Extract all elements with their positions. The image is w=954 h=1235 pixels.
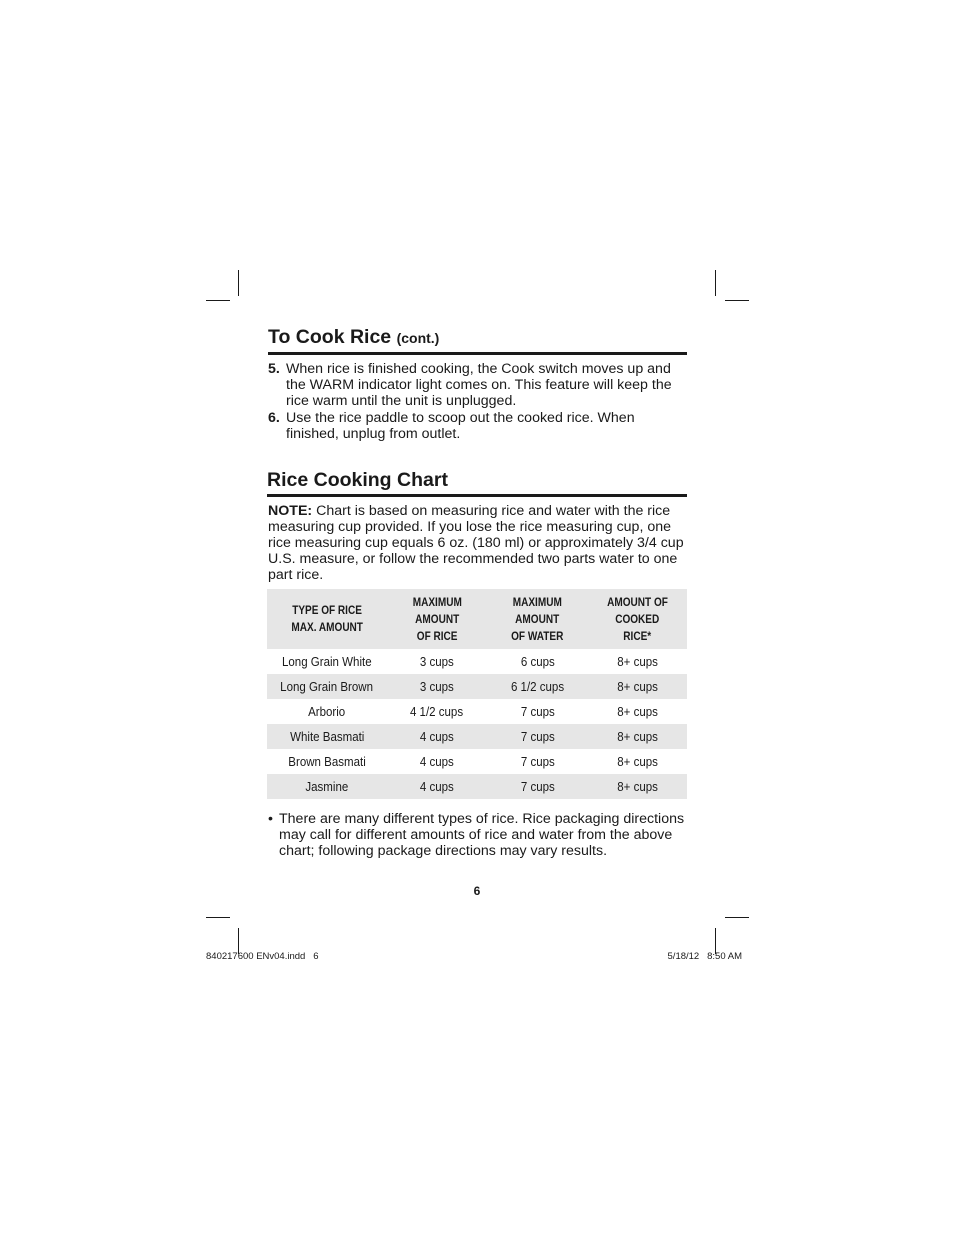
table-cell: Jasmine: [267, 774, 387, 799]
step-item: [268, 410, 688, 442]
table-cell: 3 cups: [387, 674, 487, 699]
table-cell: 6 cups: [520, 654, 555, 669]
footer-timestamp: 5/18/12 8:50 AM: [667, 951, 742, 962]
table-cell: 4 cups: [387, 724, 487, 749]
page-number: 6: [473, 884, 481, 898]
step-text: Use the rice paddle to scoop out the cooked rice. When finished, unplug from outlet.: [286, 410, 635, 442]
crop-mark: [206, 917, 230, 918]
table-cell: 4 1/2 cups: [410, 704, 464, 719]
bullet-text: There are many different types of rice. Rice packaging directions may call for different amounts of rice and water from the above chart; following package directions may vary results.: [279, 811, 685, 859]
table-row: [267, 749, 687, 774]
header-max-water: MAXIMUM AMOUNT OF WATER: [487, 589, 588, 649]
steps-list: [268, 361, 688, 443]
bullet-mark: •: [268, 811, 273, 827]
step-number: 5.: [268, 361, 280, 377]
table-cell: 7 cups: [487, 774, 588, 799]
crop-mark: [206, 300, 230, 301]
table-cell: 8+ cups: [588, 674, 687, 699]
table-row: [267, 674, 687, 699]
note-label: NOTE:: [268, 503, 313, 519]
crop-mark: [725, 917, 749, 918]
table-cell: Long Grain Brown: [267, 674, 387, 699]
table-cell: 8+ cups: [617, 654, 658, 669]
crop-mark: [238, 270, 239, 296]
table-cell: 8+ cups: [617, 704, 658, 719]
table-cell: Arborio: [308, 704, 346, 719]
header-cooked-rice: AMOUNT OF COOKED RICE*: [588, 589, 687, 649]
crop-mark: [715, 270, 716, 296]
step-number: 6.: [268, 410, 280, 426]
bullet-note: [268, 811, 688, 859]
crop-mark: [725, 300, 749, 301]
table-cell: 3 cups: [420, 654, 454, 669]
table-row: [267, 724, 687, 749]
table-row: [267, 774, 687, 799]
section-heading-to-cook-rice: [268, 326, 687, 355]
table-cell: 7 cups: [487, 724, 588, 749]
table-cell: 8+ cups: [617, 754, 658, 769]
chart-note: [268, 503, 688, 583]
table-header-row: [267, 589, 687, 649]
section-heading-rice-cooking-chart: [267, 469, 687, 497]
table-cell: 4 cups: [420, 754, 454, 769]
step-item: [268, 361, 688, 409]
table-cell: Long Grain White: [282, 654, 372, 669]
section-title: Rice Cooking Chart: [267, 469, 448, 491]
table-cell: 7 cups: [520, 704, 555, 719]
rice-cooking-table: [267, 589, 687, 799]
table-cell: 7 cups: [520, 754, 555, 769]
header-type-of-rice: TYPE OF RICE MAX. AMOUNT: [267, 589, 387, 649]
table-cell: White Basmati: [267, 724, 387, 749]
table-cell: 8+ cups: [588, 774, 687, 799]
table-cell: 6 1/2 cups: [487, 674, 588, 699]
footer-file-info: 840217600 ENv04.indd 6: [206, 951, 319, 962]
note-text: Chart is based on measuring rice and water with the rice measuring cup provided. If you lose the rice measuring cup, one rice measuring cup equals 6 oz. (180 ml) or approximately 3/4 cup U.S. measure, or follow the recommended two parts water to one part rice.: [268, 503, 684, 583]
table-row: [267, 649, 687, 674]
section-title: To Cook Rice: [268, 326, 392, 348]
table-cell: 4 cups: [387, 774, 487, 799]
step-text: When rice is finished cooking, the Cook switch moves up and the WARM indicator light comes on. This feature will keep the rice warm until the unit is unplugged.: [286, 361, 672, 409]
section-title-suffix: (cont.): [396, 330, 440, 346]
table-cell: Brown Basmati: [288, 754, 366, 769]
table-row: [267, 699, 687, 724]
header-max-rice: MAXIMUM AMOUNT OF RICE: [387, 589, 487, 649]
table-cell: 8+ cups: [588, 724, 687, 749]
